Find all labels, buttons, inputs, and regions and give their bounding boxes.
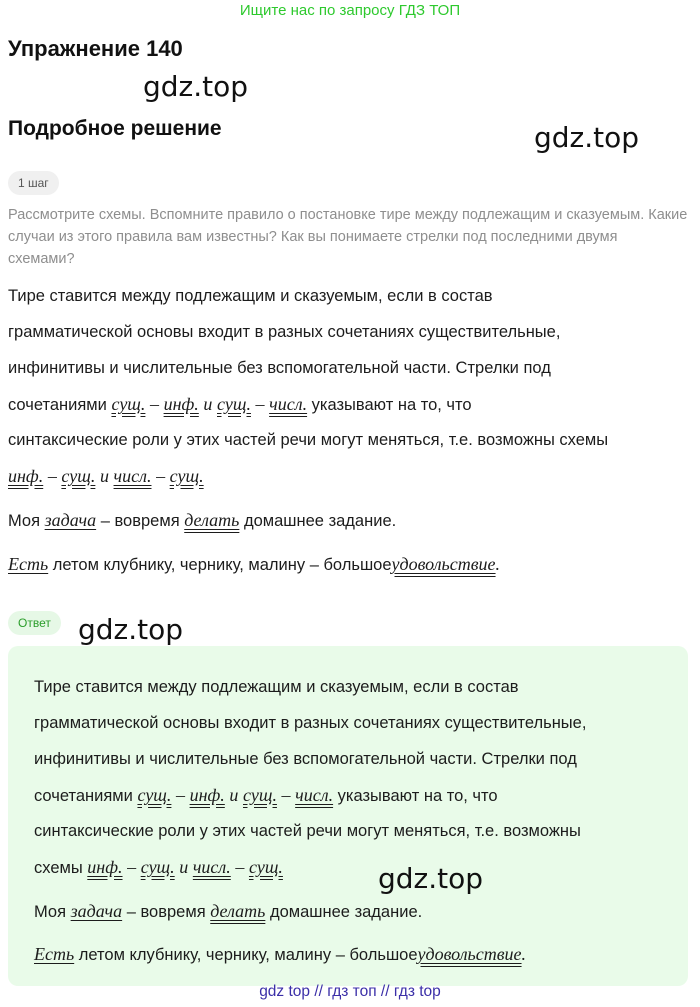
sentence-word: – вовремя [100,512,180,530]
answer-line [34,777,586,813]
sentence-predicate: удовольствие [391,554,496,574]
search-hint-banner[interactable]: Ищите нас по запросу ГДЗ ТОП [239,2,461,19]
scheme-dash: – [150,394,159,414]
scheme-inf: инф. [163,394,199,414]
answer-sentence-2 [34,944,526,965]
solution-text [8,278,608,494]
scheme-dash: – [255,394,265,414]
solution-line [8,386,608,422]
answer-sentence-1 [34,901,422,922]
task-hint: Рассмотрите схемы. Вспомните правило о постановке тире между подлежащим и сказуемым. Какие случаи из этого правила вам известны? Как вы понимаете стрелки под последними двумя схемами? [8,207,688,267]
solution-line: грамматической основы входит в разных сочетаниях существительные, [8,323,561,341]
sentence-subject: задача [70,901,123,921]
scheme-dash: – [235,857,245,877]
scheme-noun: сущ. [243,785,277,805]
scheme-and: и [99,466,109,486]
scheme-num: числ. [295,785,334,805]
scheme-noun: сущ. [140,857,175,877]
line-suffix: указывают на то, что [337,787,498,805]
watermark: gdz.top [143,70,249,103]
watermark: gdz.top [378,862,484,895]
sentence-predicate: делать [210,901,266,921]
watermark: gdz.top [534,121,640,154]
sentence-predicate: делать [184,510,240,530]
answer-text [34,669,586,885]
solution-line: инфинитивы и числительные без вспомогательной части. Стрелки под [8,359,551,377]
line-suffix: указывают на то, что [311,396,472,414]
sentence-word: – вовремя [126,903,206,921]
solution-line: Тире ставится между подлежащим и сказуемым, если в состав [8,287,493,305]
scheme-inf: инф. [8,466,44,486]
solution-title: Подробное решение [8,117,222,140]
scheme-and: и [203,394,213,414]
answer-line: инфинитивы и числительные без вспомогательной части. Стрелки под [34,750,577,768]
scheme-noun: сущ. [169,466,204,486]
line-prefix: сочетаниями [34,787,133,805]
sentence-word: домашнее задание. [269,903,423,921]
scheme-noun: сущ. [61,466,96,486]
sentence-predicate: удовольствие [417,944,522,964]
footer-links[interactable]: gdz top // гдз топ // гдз top [259,983,441,1000]
scheme-dash: – [156,466,166,486]
scheme-num: числ. [192,857,231,877]
answer-badge: Ответ [8,611,61,635]
scheme-noun: сущ. [111,394,146,414]
sentence-subject: Есть [34,944,75,964]
example-sentence-2 [8,554,500,575]
scheme-dash: – [176,785,185,805]
sentence-word: домашнее задание. [243,512,397,530]
scheme-noun: сущ. [217,394,251,414]
exercise-title: Упражнение 140 [8,36,183,61]
answer-scheme-line [34,849,586,885]
scheme-num: числ. [113,466,152,486]
line-prefix: сочетаниями [8,396,107,414]
scheme-num: числ. [269,394,308,414]
scheme-dash: – [281,785,291,805]
scheme-inf: инф. [87,857,123,877]
solution-scheme-line [8,458,608,494]
scheme-noun: сущ. [248,857,283,877]
answer-line: Тире ставится между подлежащим и сказуемым, если в состав [34,678,519,696]
sentence-word: летом клубнику, чернику, малину – большое [78,946,418,964]
sentence-word: . [521,944,527,964]
example-sentence-1 [8,510,396,531]
scheme-dash: – [127,857,137,877]
sentence-subject: Есть [8,554,49,574]
scheme-dash: – [47,466,57,486]
sentence-word: . [495,554,501,574]
answer-line: синтаксические роли у этих частей речи могут меняться, т.е. возможны [34,822,581,840]
watermark: gdz.top [78,613,184,646]
line-prefix: схемы [34,859,83,877]
sentence-word: летом клубнику, чернику, малину – большое [52,556,392,574]
solution-line: синтаксические роли у этих частей речи могут меняться, т.е. возможны схемы [8,431,609,449]
scheme-inf: инф. [189,785,225,805]
sentence-word: Моя [8,512,41,530]
scheme-and: и [179,857,189,877]
sentence-subject: задача [44,510,97,530]
sentence-word: Моя [34,903,67,921]
scheme-noun: сущ. [137,785,172,805]
answer-line: грамматической основы входит в разных сочетаниях существительные, [34,714,587,732]
step-badge: 1 шаг [8,171,59,195]
scheme-and: и [229,785,239,805]
